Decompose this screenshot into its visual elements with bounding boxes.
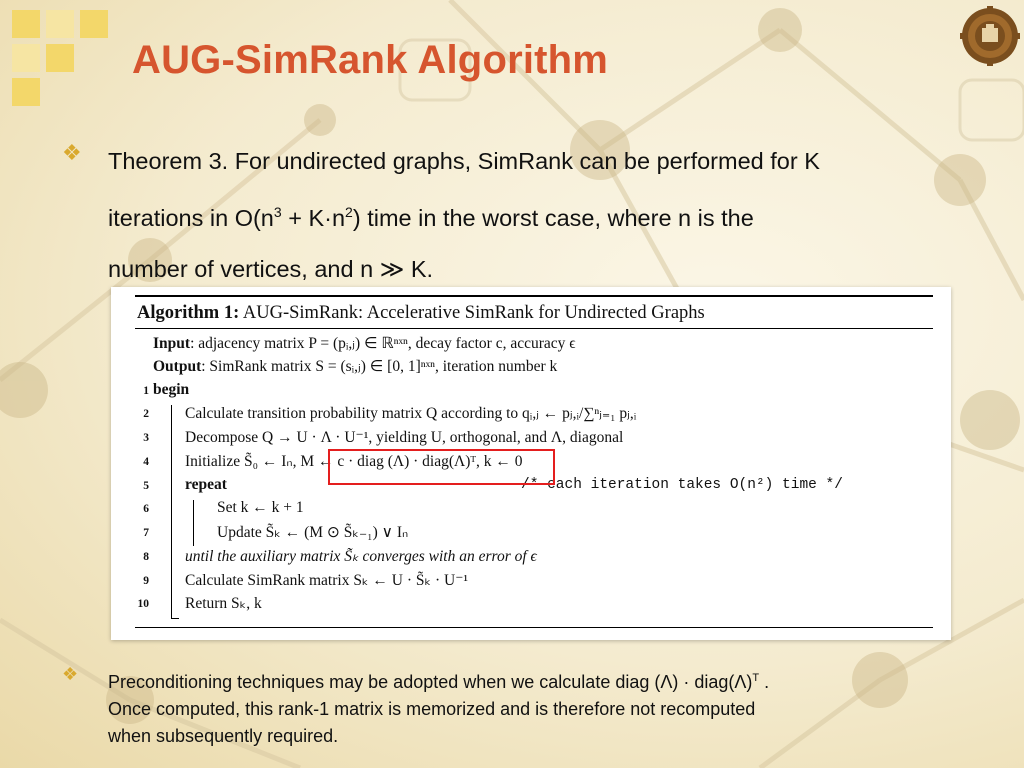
algorithm-line-5: repeat (185, 476, 227, 493)
algorithm-header: Algorithm 1: AUG-SimRank: Accelerative SimRank for Undirected Graphs (137, 303, 705, 323)
line-number: 10 (137, 598, 149, 610)
algorithm-output: Output: SimRank matrix S = (sᵢ,ⱼ) ∈ [0, 1]ⁿˣⁿ, iteration number k (153, 358, 558, 375)
line-number: 4 (143, 456, 149, 468)
line-number: 3 (143, 432, 149, 444)
university-seal-icon (960, 6, 1020, 66)
note-line-3: when subsequently required. (108, 726, 339, 746)
algorithm-line-2: Calculate transition probability matrix Q according to qᵢ,ⱼ ← pⱼ,ᵢ/∑ⁿⱼ₌₁ pⱼ,ᵢ (185, 405, 637, 422)
slide-title: AUG-SimRank Algorithm (132, 38, 609, 82)
algorithm-line-4: Initialize S̃₀ ← Iₙ, M ← c · diag (Λ) · diag(Λ)ᵀ, k ← 0 (185, 453, 523, 470)
note-line-2: Once computed, this rank-1 matrix is memorized and is therefore not recomputed (108, 699, 756, 719)
line-number: 6 (143, 503, 149, 515)
line-number: 9 (143, 575, 149, 587)
note-line-1: Preconditioning techniques may be adopted when we calculate diag $(\Lambda) \cdot diag(\Lambda)^T$ . (108, 672, 770, 692)
algorithm-line-10: Return Sₖ, k (185, 595, 262, 612)
line-number: 1 (143, 385, 149, 397)
four-diamond-bullet-icon: ❖ (62, 664, 79, 684)
preconditioning-note (108, 665, 988, 750)
theorem-line-1: Theorem 3. For undirected graphs, SimRank can be performed for K (108, 148, 820, 174)
highlight-box (328, 449, 555, 485)
four-diamond-bullet-icon: ❖ (62, 140, 82, 165)
line-number: 2 (143, 408, 149, 420)
algorithm-line-9: Calculate SimRank matrix Sₖ ← U · S̃ₖ · U⁻¹ (185, 572, 469, 589)
algorithm-line-7: Update S̃ₖ ← (M ⊙ S̃ₖ₋₁) ∨ Iₙ (217, 524, 409, 541)
algorithm-input: Input: adjacency matrix P = (pᵢ,ⱼ) ∈ ℝⁿˣⁿ, decay factor c, accuracy ϵ (153, 335, 576, 352)
theorem-line-3: number of vertices, and n ≫ K. (108, 255, 434, 282)
algorithm-line-3: Decompose Q → U · Λ · U⁻¹, yielding U, orthogonal, and Λ, diagonal (185, 429, 624, 446)
line-number: 8 (143, 551, 149, 563)
corner-squares-decoration (12, 10, 112, 110)
line-number: 7 (143, 527, 149, 539)
theorem-text (108, 136, 988, 295)
algorithm-line-6: Set k ← k + 1 (217, 499, 304, 516)
line-number: 5 (143, 480, 149, 492)
theorem-line-2: iterations in $O(n^3 + K\cdot n^2)$ time in the worst case, where n is the (108, 204, 754, 231)
algorithm-figure (111, 287, 951, 640)
algorithm-line-1: begin (153, 381, 190, 398)
algorithm-comment: /* each iteration takes O(n²) time */ (521, 477, 843, 493)
algorithm-line-8: until the auxiliary matrix S̃ₖ converges with an error of ϵ (185, 548, 537, 565)
